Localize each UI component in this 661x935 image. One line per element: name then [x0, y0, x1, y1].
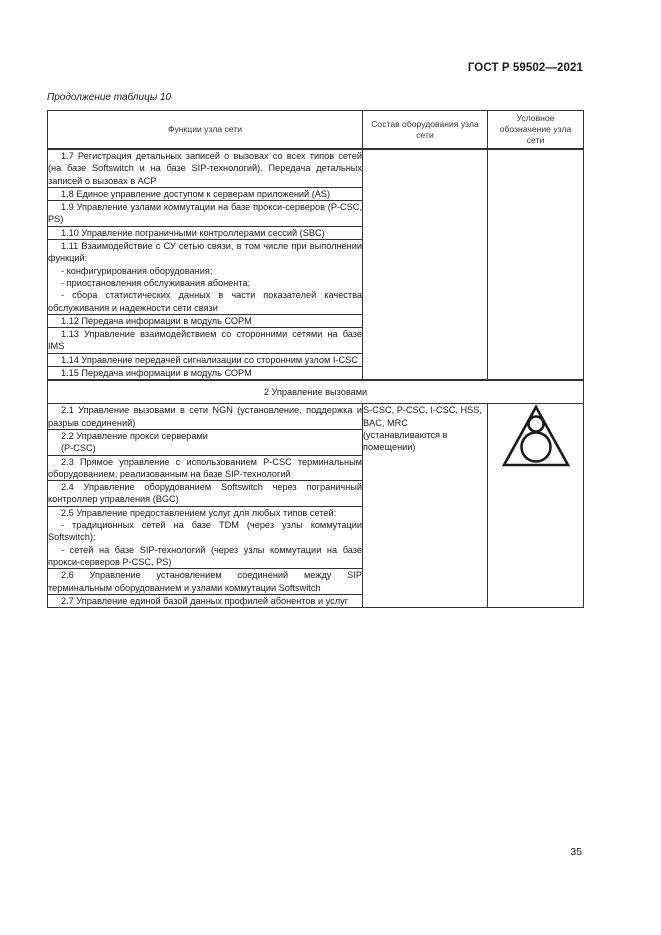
symbol-cell-empty: [488, 149, 584, 380]
function-cell: [48, 569, 363, 595]
function-cell: [48, 594, 363, 607]
column-header-functions: Функции узла сети: [48, 111, 363, 150]
function-cell: [48, 429, 363, 455]
section-title: 2 Управление вызовами: [48, 380, 584, 404]
function-subitem: (P-CSC): [61, 443, 96, 454]
function-cell: [48, 328, 363, 354]
function-cell: [48, 353, 363, 366]
function-cell: [48, 187, 363, 200]
network-node-table: [47, 110, 584, 608]
function-subitem: - традиционных сетей на базе TDM (через узлы коммутации Softswitch);: [48, 520, 362, 543]
page-number: 35: [570, 846, 582, 858]
function-subitem: - приостановления обслуживания абонента;: [61, 277, 251, 288]
function-subitem: - сетей на базе SIP-технологий (через узлы коммутации на базе прокси-серверов P-CSC, PS): [48, 544, 362, 567]
table-header-row: [48, 111, 584, 150]
table-row: [48, 149, 584, 187]
function-text: 1.10 Управление пограничными контроллерами сессий (SBC): [61, 227, 325, 238]
function-text: 2.6 Управление установлением соединений между SIP терминальным оборудованием и узлами коммутации Softswitch: [48, 570, 362, 593]
function-cell: [48, 314, 363, 327]
function-text: 1.13 Управление взаимодействием со сторонними сетями на базе IMS: [48, 329, 362, 352]
group2-body: [48, 380, 584, 607]
function-cell: [48, 404, 363, 430]
function-text: 1.15 Передача информации в модуль СОРМ: [61, 368, 252, 379]
function-subitem: - сбора статистических данных в части показателей качества обслуживания и надежности сети связи: [48, 290, 362, 313]
function-text: 1.12 Передача информации в модуль СОРМ: [61, 315, 252, 326]
function-text: 2.4 Управление оборудованием Softswitch через пограничный контроллер управления (BGC): [48, 482, 362, 505]
function-cell: [48, 226, 363, 239]
function-cell: [48, 455, 363, 481]
equipment-cell: S-CSC, P-CSC, I-CSC, HSS, BAC, MRC (устанавливаются в помещении): [363, 404, 488, 608]
group1-body: [48, 149, 584, 380]
column-header-equipment: Состав оборудования узла сети: [363, 111, 488, 150]
function-text: 1.14 Управление передачей сигнализации со сторонним узлом I-CSC: [61, 354, 358, 365]
table-caption: Продолжение таблицы 10: [47, 92, 172, 103]
triangle-circle-symbol-icon: [501, 404, 571, 468]
column-header-symbol: Условное обозначение узла сети: [488, 111, 584, 150]
function-subitem: - конфигурирования оборудования;: [61, 265, 213, 276]
equipment-cell-empty: [363, 149, 488, 380]
function-text: 2.2 Управление прокси серверами: [61, 430, 208, 441]
function-cell: [48, 506, 363, 568]
section-title-row: [48, 380, 584, 404]
function-cell: [48, 481, 363, 507]
document-number: ГОСТ Р 59502—2021: [467, 62, 583, 74]
function-text: 1.11 Взаимодействие с СУ сетью связи, в том числе при выполнении функций:: [48, 241, 362, 264]
function-text: 1.8 Единое управление доступом к серверам приложений (AS): [61, 188, 331, 199]
function-text: 2.3 Прямое управление с использованием P-CSC терминальным оборудованием, реализованным на базе SIP-технологий: [48, 456, 362, 479]
function-text: 2.1 Управление вызовами в сети NGN (установление, поддержка и разрыв соединений): [48, 405, 362, 428]
function-cell: [48, 367, 363, 381]
function-cell: [48, 149, 363, 187]
symbol-cell: [488, 404, 584, 608]
function-cell: [48, 201, 363, 227]
function-text: 1.9 Управление узлами коммутации на базе прокси-серверов (P-CSC, PS): [48, 202, 362, 225]
function-text: 2.5 Управление предоставлением услуг для любых типов сетей:: [61, 507, 337, 518]
function-text: 1.7 Регистрация детальных записей о вызовах со всех типов сетей (на базе Softswitch и на базе SIP-технологий). Передача детальных записей о вызовах в АСР: [48, 151, 362, 186]
function-text: 2.7 Управление единой базой данных профилей абонентов и услуг: [61, 595, 349, 606]
table-row: [48, 404, 584, 430]
function-cell: [48, 240, 363, 315]
